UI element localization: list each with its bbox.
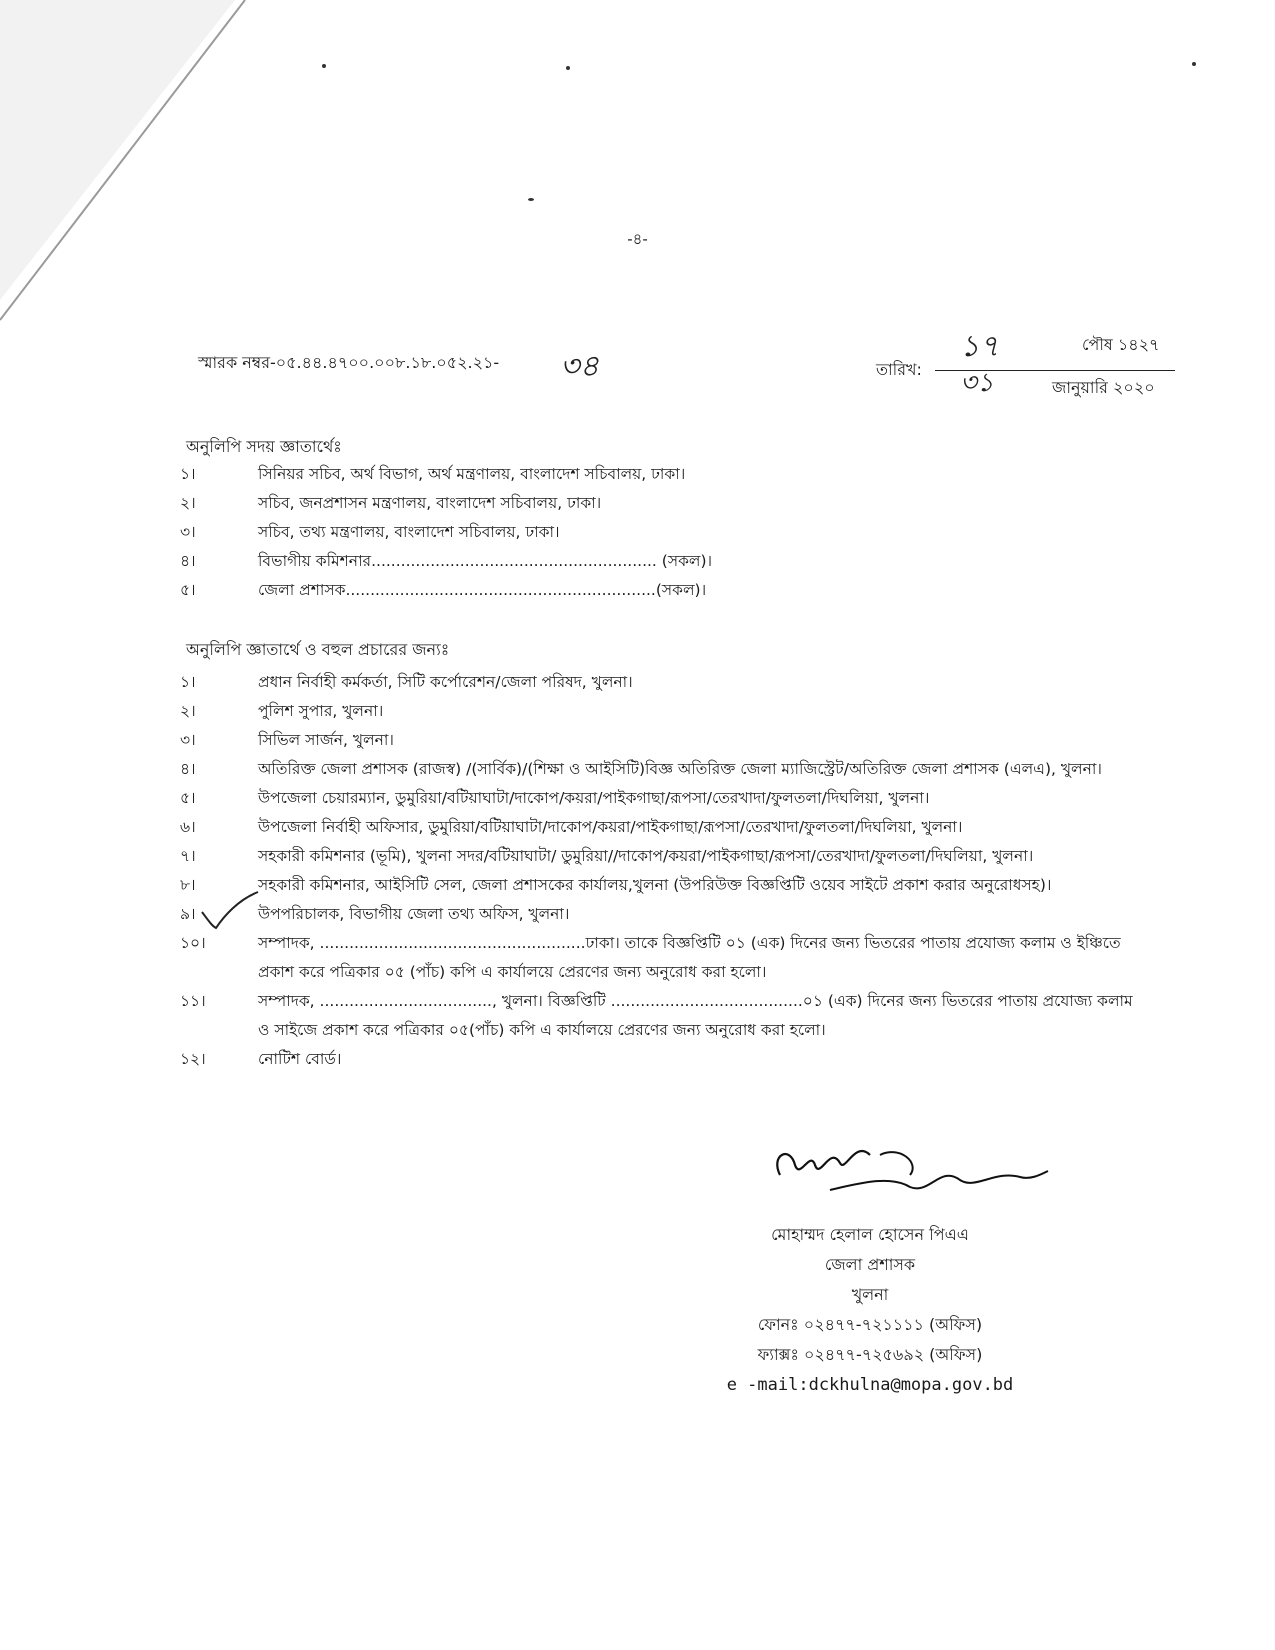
list-item: ১২। নোটিশ বোর্ড। <box>180 1050 342 1068</box>
list-item: ৩। সচিব, তথ্য মন্ত্রণালয়, বাংলাদেশ সচিবালয়, ঢাকা। <box>180 523 560 541</box>
list-item: ১। সিনিয়র সচিব, অর্থ বিভাগ, অর্থ মন্ত্রণালয়, বাংলাদেশ সচিবালয়, ঢাকা। <box>180 465 686 483</box>
scan-speck <box>322 64 326 68</box>
list-item: ২। সচিব, জনপ্রশাসন মন্ত্রণালয়, বাংলাদেশ সচিবালয়, ঢাকা। <box>180 494 602 512</box>
list-item: ৫। জেলা প্রশাসক...............................................................(সকল)। <box>180 581 707 599</box>
scan-speck <box>1192 62 1196 66</box>
copy-recipient-list <box>180 460 1140 605</box>
list-item: ৮। সহকারী কমিশনার, আইসিটি সেল, জেলা প্রশাসকের কার্যালয়,খুলনা (উপরিউক্ত বিজ্ঞপ্তিটি ওয়েব সাইটে প্রকাশ করার অনুরোধসহ)। <box>180 876 1052 894</box>
list-item: ৯। উপপরিচালক, বিভাগীয় জেলা তথ্য অফিস, খুলনা। <box>180 905 570 923</box>
office-fax: ফ্যাক্সঃ ০২৪৭৭-৭২৫৬৯২ (অফিস) <box>757 1345 983 1364</box>
scan-speck <box>566 66 570 70</box>
date-handwritten-day-english: ৩১ <box>960 368 994 398</box>
office-email: e -mail:dckhulna@mopa.gov.bd <box>726 1375 1014 1395</box>
page-number: -৪- <box>627 230 648 248</box>
memo-number: স্মারক নম্বর-০৫.৪৪.৪৭০০.০০৮.১৮.০৫২.২১- <box>198 353 500 372</box>
copy-section-title: অনুলিপি সদয় জ্ঞাতার্থেঃ <box>186 437 342 456</box>
memo-handwritten-number: ৩৪ <box>560 349 599 384</box>
list-item: ২। পুলিশ সুপার, খুলনা। <box>180 702 384 720</box>
list-item: ১। প্রধান নির্বাহী কর্মকর্তা, সিটি কর্পোরেশন/জেলা পরিষদ, খুলনা। <box>180 673 633 691</box>
folded-corner <box>0 0 260 330</box>
scan-speck <box>528 198 534 201</box>
list-item: ৪। অতিরিক্ত জেলা প্রশাসক (রাজস্ব) /(সার্বিক)/(শিক্ষা ও আইসিটি)বিজ্ঞ অতিরিক্ত জেলা ম্যাজিস্ট্রেট/অতিরিক্ত জেলা প্রশাসক (এলএ), খুলনা। <box>180 760 1102 778</box>
list-item: ১১। সম্পাদক, ..................................., খুলনা। বিজ্ঞপ্তিটি .......................................০১ (এক) দিনের জন্য ভিতরের পাতায় প্রযোজ্য কলাম ও সাইজে প্রকাশ করে পত্রিকার ০৫(পাঁচ) কপি এ কার্যালয়ে প্রেরণের জন্য অনুরোধ করা হলো। <box>180 992 1133 1039</box>
publicity-recipient-list <box>180 668 1140 1074</box>
signatory-name: মোহাম্মদ হেলাল হোসেন পিএএ <box>771 1225 969 1244</box>
office-phone: ফোনঃ ০২৪৭৭-৭২১১১১ (অফিস) <box>757 1315 983 1334</box>
date-handwritten-day-bangla: ১৭ <box>960 329 999 364</box>
date-bangla-month-year: পৌষ ১৪২৭ <box>1082 335 1160 354</box>
list-item: ৫। উপজেলা চেয়ারম্যান, ডুমুরিয়া/বটিয়াঘাটা/দাকোপ/কয়রা/পাইকগাছা/রূপসা/তেরখাদা/ফুলতলা/দিঘলিয়া, খুলনা। <box>180 789 930 807</box>
date-label: তারিখ: <box>876 360 922 379</box>
list-item: ৭। সহকারী কমিশনার (ভূমি), খুলনা সদর/বটিয়াঘাটা/ ডুমুরিয়া//দাকোপ/কয়রা/পাইকগাছা/রূপসা/তেরখাদা/ফুলতলা/দিঘলিয়া, খুলনা। <box>180 847 1034 865</box>
signature-block <box>700 1220 1040 1400</box>
publicity-section-title: অনুলিপি জ্ঞাতার্থে ও বহুল প্রচারের জন্যঃ <box>186 640 450 659</box>
list-item: ১০। সম্পাদক, ......................................................ঢাকা। তাকে বিজ্ঞপ্তিটি ০১ (এক) দিনের জন্য ভিতরের পাতায় প্রযোজ্য কলাম ও ইঞ্চিতে প্রকাশ করে পত্রিকার ০৫ (পাঁচ) কপি এ কার্যালয়ে প্রেরণের জন্য অনুরোধ করা হলো। <box>180 934 1121 981</box>
signatory-designation: জেলা প্রশাসক <box>824 1255 916 1274</box>
handwritten-tick-mark <box>200 890 260 930</box>
list-item: ৬। উপজেলা নির্বাহী অফিসার, ডুমুরিয়া/বটিয়াঘাটা/দাকোপ/কয়রা/পাইকগাছা/রূপসা/তেরখাদা/ফুলতলা/দিঘলিয়া, খুলনা। <box>180 818 963 836</box>
list-item: ৪। বিভাগীয় কমিশনার.......................................................... (সকল)। <box>180 552 713 570</box>
signatory-place: খুলনা <box>851 1285 889 1304</box>
list-item: ৩। সিভিল সার্জন, খুলনা। <box>180 731 394 749</box>
handwritten-signature <box>760 1135 1050 1205</box>
date-english-month-year: জানুয়ারি ২০২০ <box>1052 378 1155 397</box>
